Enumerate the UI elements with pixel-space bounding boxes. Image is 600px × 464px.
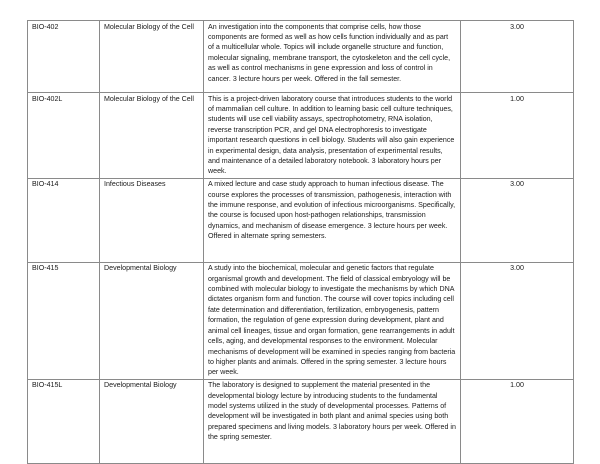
course-description: This is a project-driven laboratory course that introduces students to the world of mammalian cell culture. In addition to learning basic cell culture techniques, students will use cell viability assays, spectrophotometry, RNA isolation, reverse transcription PCR, and gel DNA electrophoresis to investigate important research questions in cell biology. Students will also gain experience in experimental design, data analysis, presentation of experimental results, and maintenance of a detailed laboratory notebook. 3 laboratory hours per week.: [204, 93, 461, 179]
course-code: BIO-402L: [28, 93, 100, 179]
table-row: [28, 21, 574, 93]
course-credits: 3.00: [461, 178, 574, 262]
course-title: Molecular Biology of the Cell: [100, 93, 204, 179]
course-table: [27, 20, 574, 464]
course-title: Developmental Biology: [100, 379, 204, 463]
table-row: [28, 178, 574, 262]
course-title: Molecular Biology of the Cell: [100, 21, 204, 93]
course-code: BIO-415L: [28, 379, 100, 463]
course-description: A study into the biochemical, molecular and genetic factors that regulate organismal growth and development. The field of classical embryology will be combined with molecular biology to investigate the mechanisms by which DNA dictates organism form and function. The course will cover topics including cell fate determination and differentiation, fertilization, embryogenesis, pattern formation, the regulation of gene expression during development, plant and animal cell lineages, tissue and organ formation, gene rearrangements in adult cells, aging, and developmental responses to the environment. Molecular mechanisms of development will be examined in species ranging from bacteria to higher plants and animals. Offered in the spring semester. 3 lecture hours per week.: [204, 262, 461, 379]
course-credits: 3.00: [461, 21, 574, 93]
course-title: Developmental Biology: [100, 262, 204, 379]
course-description: An investigation into the components that comprise cells, how those components are formed as well as how cells function individually and as part of a multicellular whole. Topics will include organelle structure and function, molecular signaling, membrane transport, the cytoskeleton and the cell cycle, as well as control mechanisms in gene expression and loss of control in cancer. 3 lecture hours per week. Offered in the fall semester.: [204, 21, 461, 93]
course-credits: 1.00: [461, 93, 574, 179]
course-credits: 1.00: [461, 379, 574, 463]
course-code: BIO-414: [28, 178, 100, 262]
table-row: [28, 93, 574, 179]
course-title: Infectious Diseases: [100, 178, 204, 262]
table-row: [28, 379, 574, 463]
table-row: [28, 262, 574, 379]
course-code: BIO-415: [28, 262, 100, 379]
course-code: BIO-402: [28, 21, 100, 93]
course-description: A mixed lecture and case study approach to human infectious disease. The course explores the processes of transmission, pathogenesis, interaction with the immune response, and evolution of infectious microorganisms. Specifically, the course is focused upon host-pathogen relationships, transmission dynamics, and mechanism of disease emergence. 3 lecture hours per week. Offered in alternate spring semesters.: [204, 178, 461, 262]
course-description: The laboratory is designed to supplement the material presented in the developmental biology lecture by introducing students to the fundamental model systems utilized in the study of developmental processes. Patterns of development will be investigated in both plant and animal species using both prepared specimens and living models. 3 laboratory hours per week. Offered in the spring semester.: [204, 379, 461, 463]
course-credits: 3.00: [461, 262, 574, 379]
